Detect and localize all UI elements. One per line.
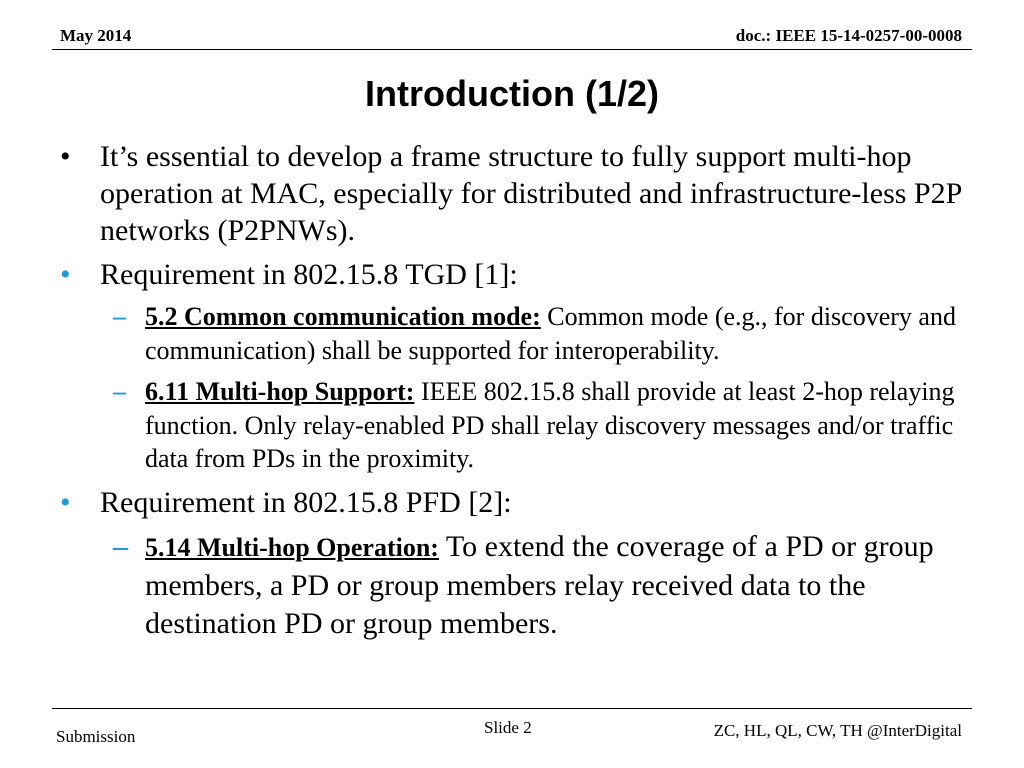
sub-bullet-multihop-support <box>0 375 990 476</box>
bullet-requirement-pfd <box>0 484 980 521</box>
bullet-frame-structure <box>0 138 980 249</box>
footer-authors: ZC, HL, QL, CW, TH @InterDigital <box>713 721 962 740</box>
sub-bullet-lead: 6.11 Multi-hop Support: <box>145 377 415 406</box>
slide-body <box>0 138 1024 651</box>
sub-bullet-multihop-operation <box>0 528 990 643</box>
sub-bullet-marker: – <box>113 377 126 406</box>
sub-bullet-lead: 5.14 Multi-hop Operation: <box>145 532 439 562</box>
header-divider <box>52 49 972 50</box>
footer-submission: Submission <box>56 727 136 746</box>
sub-bullet-text: To extend the coverage of a PD or group members, a PD or group members relay received data to the destination PD or group members. <box>145 529 934 640</box>
sub-bullet-lead: 5.2 Common communication mode: <box>145 302 541 331</box>
footer-divider <box>52 708 972 709</box>
bullet-text: Requirement in 802.15.8 PFD [2]: <box>100 485 512 519</box>
sub-bullet-marker: – <box>113 529 128 563</box>
sub-bullet-marker: – <box>113 302 126 331</box>
bullet-marker: • <box>60 258 71 291</box>
slide-number: Slide 2 <box>484 718 532 737</box>
sub-bullet-text: IEEE 802.15.8 shall provide at least 2-hop relaying function. Only relay-enabled PD shall relay discovery messages and/or traffic data from PDs in the proximity. <box>145 377 955 473</box>
slide-title: Introduction (1/2) <box>365 73 659 114</box>
sub-bullet-common-mode <box>0 300 990 367</box>
header-date: May 2014 <box>60 26 132 45</box>
sub-bullet-text: Common mode (e.g., for discovery and communication) shall be supported for interoperability. <box>145 302 956 365</box>
bullet-marker: • <box>60 140 71 173</box>
bullet-requirement-tgd <box>0 256 980 293</box>
bullet-marker: • <box>60 485 71 519</box>
header-doc-id: doc.: IEEE 15-14-0257-00-0008 <box>735 26 962 45</box>
bullet-text: Requirement in 802.15.8 TGD [1]: <box>100 258 518 291</box>
bullet-text: It’s essential to develop a frame structure to fully support multi-hop operation at MAC, especially for distributed and infrastructure-less P2P networks (P2PNWs). <box>100 140 962 247</box>
